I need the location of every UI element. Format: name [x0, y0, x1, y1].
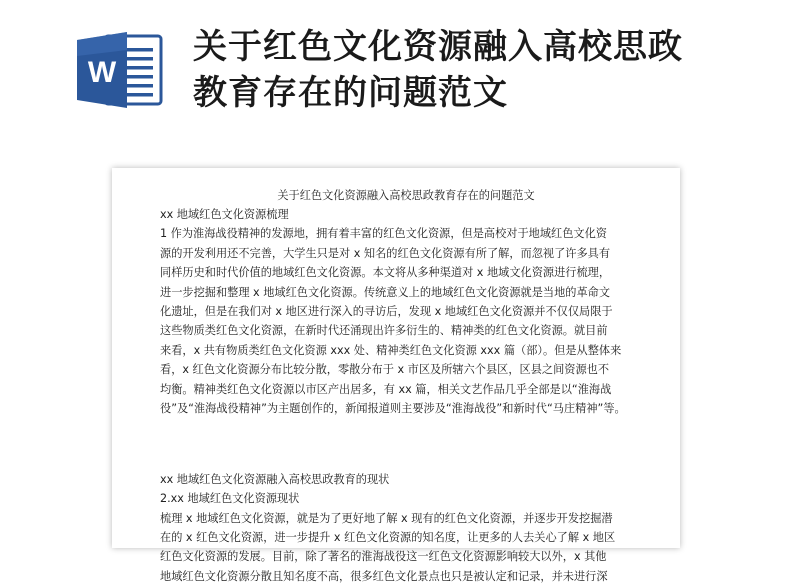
document-title: 关于红色文化资源融入高校思政教育存在的问题范文 [277, 189, 535, 202]
word-icon-letter: W [87, 56, 117, 89]
title-line-2: 教育存在的问题范文 [193, 73, 508, 113]
document-line: xx 地域红色文化资源融入高校思政教育的现状 [160, 472, 390, 486]
document-line: 进一步挖掘和整理 x 地域红色文化资源。传统意义上的地域红色文化资源就是当地的革命文 [160, 285, 611, 299]
document-line: 看，x 红色文化资源分布比较分散，零散分布于 x 市区及所辖六个县区，区县之间资源也不 [160, 363, 610, 377]
document-line: 役”及“淮海战役精神”为主题创作的，新闻报道则主要涉及“淮海战役”和新时代“马庄精神”等。 [160, 402, 626, 416]
paragraph-gap [160, 434, 666, 453]
title-line-1: 关于红色文化资源融入高校思政 [193, 27, 683, 67]
document-line: 来看，x 共有物质类红色文化资源 xxx 处、精神类红色文化资源 xxx 篇（部）。但是从整体来 [160, 343, 622, 357]
page-title [193, 24, 773, 116]
document-line: 化遗址，但是在我们对 x 地区进行深入的寻访后，发现 x 地域红色文化资源并不仅仅局限于 [160, 305, 613, 319]
document-page [112, 168, 680, 583]
document-line: 这些物质类红色文化资源，在新时代还涌现出许多衍生的、精神类的红色文化资源。就目前 [160, 324, 608, 338]
document-line: 2.xx 地域红色文化资源现状 [160, 492, 300, 506]
header [0, 0, 800, 150]
document-line: 地域红色文化资源分散且知名度不高，很多红色文化景点也只是被认定和记录，并未进行深 [160, 569, 608, 583]
document-body [160, 205, 666, 586]
word-icon [75, 30, 165, 110]
document-line: 梳理 x 地域红色文化资源，就是为了更好地了解 x 现有的红色文化资源，并逐步开发挖掘潜 [160, 511, 613, 525]
document-line: 均衡。精神类红色文化资源以市区产出居多，有 xx 篇，相关文艺作品几乎全部是以“淮海战 [160, 382, 612, 396]
document-line: 在的 x 红色文化资源，进一步提升 x 红色文化资源的知名度，让更多的人去关心了解 x 地区 [160, 531, 616, 545]
document-line: 同样历史和时代价值的地域红色文化资源。本文将从多种渠道对 x 地域文化资源进行梳理， [160, 266, 611, 280]
document-line: 源的开发利用还不完善，大学生只是对 x 知名的红色文化资源有所了解，而忽视了许多具有 [160, 246, 611, 260]
document-line: 1 作为淮海战役精神的发源地，拥有着丰富的红色文化资源，但是高校对于地域红色文化资 [160, 227, 607, 241]
document-line: xx 地域红色文化资源梳理 [160, 208, 289, 221]
document-line: 红色文化资源的发展。目前，除了著名的淮海战役这一红色文化资源影响较大以外，x 其他 [160, 550, 607, 564]
